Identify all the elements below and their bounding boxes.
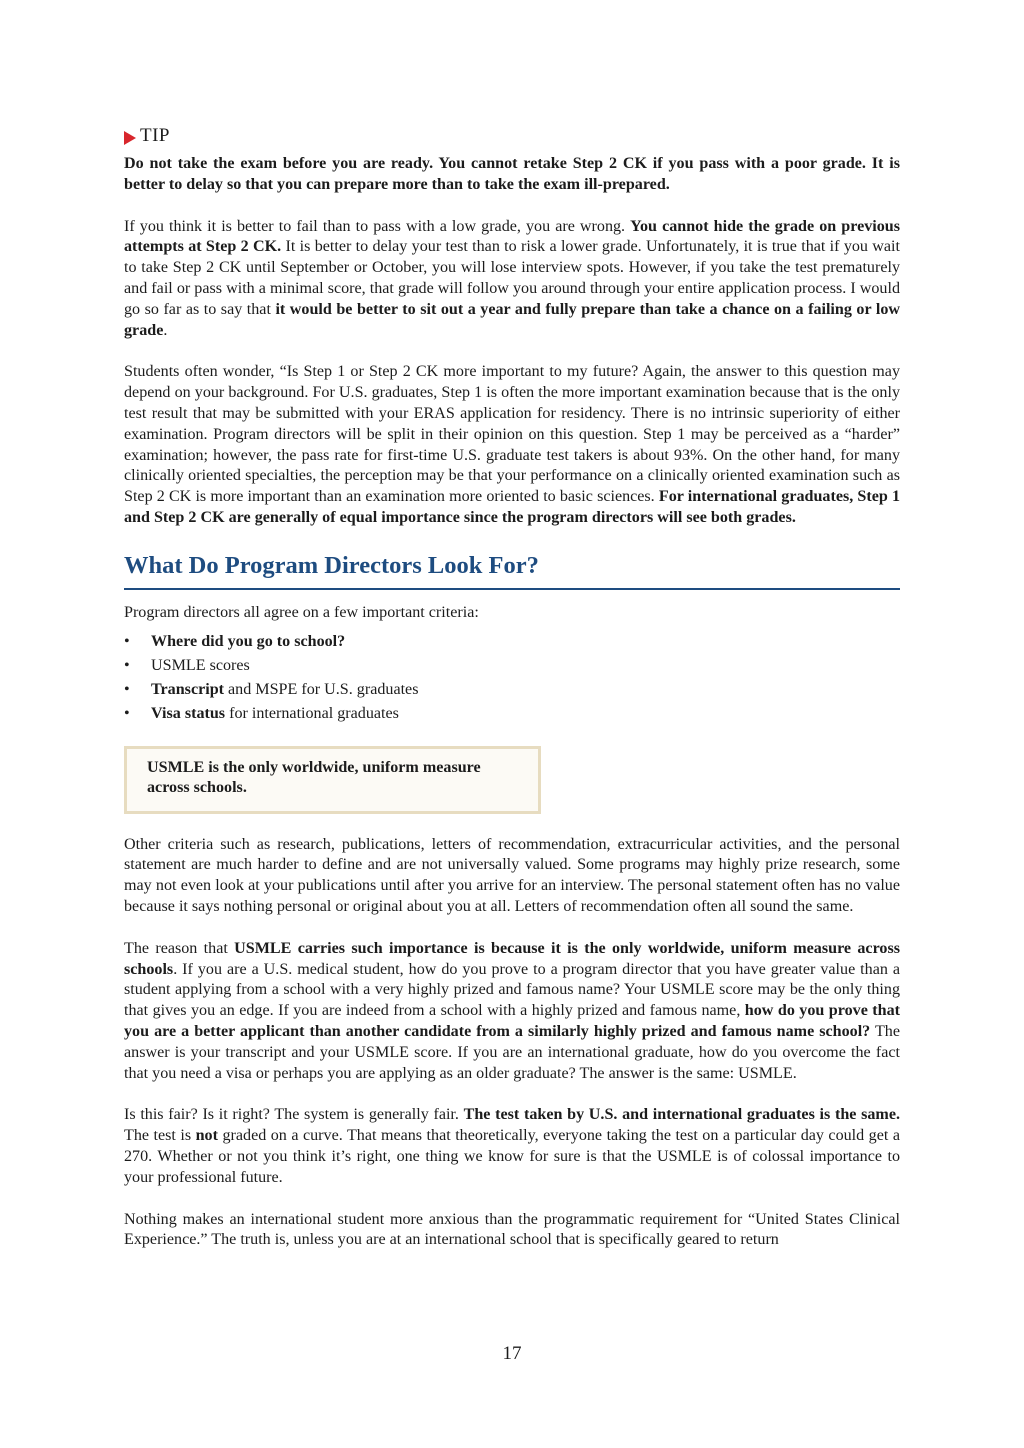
- p5-text-e: graded on a curve. That means that theoretically, everyone taking the test on a particular day could get a 270. Whether or not you think it’s right, one thing we know for sure is that the USMLE is of colossal importance to your professional future.: [124, 1127, 900, 1186]
- tip-text-bold: Do not take the exam before you are ready. You cannot retake Step 2 CK if you pass with a poor grade. It is better to delay so that you can prepare more than to take the exam ill-prepared.: [124, 155, 900, 193]
- bullet-icon: •: [124, 656, 130, 674]
- page-number: 17: [502, 1343, 522, 1364]
- paragraph-3: Other criteria such as research, publications, letters of recommendation, extracurricular activities, and the personal statement are much harder to define and are not universally valued. Some programs may highly prize research, some may not even look at your publications until after you arrive for an interview. The personal statement often has no value because it says nothing personal or original about you at all. Letters of recommendation often all sound the same.: [124, 835, 900, 915]
- bullet-text: USMLE scores: [151, 656, 250, 674]
- list-item: [124, 678, 900, 702]
- p1-bold-b: You cannot hide the grade on previous attempts at Step 2 CK.: [124, 217, 900, 256]
- callout-box: [124, 746, 541, 814]
- p5-text-a: Is this fair? Is it right? The system is generally fair.: [124, 1106, 464, 1124]
- triangle-arrow-icon: [124, 131, 136, 145]
- tip-header: [124, 122, 900, 150]
- bullet-text: for international graduates: [225, 704, 399, 722]
- p2-bold-b: For international graduates, Step 1 and Step 2 CK are generally of equal importance since the program directors will see both grades.: [124, 488, 900, 526]
- paragraph-6: Nothing makes an international student more anxious than the programmatic requirement for “United States Clinical Experience.” The truth is, unless you are at an international school that is specifically geared to return: [124, 1210, 900, 1249]
- p4-text-c: . If you are a U.S. medical student, how do you prove to a program director that you have greater value than a student applying from a school with a very highly prized and famous name? Your USMLE score may be the only thing that gives you an edge. If you are indeed from a school with a highly prized and famous name,: [124, 960, 900, 1020]
- paragraph-5: [124, 1105, 900, 1188]
- tip-text: [124, 154, 900, 196]
- list-item: [124, 702, 900, 726]
- bullet-bold: Visa status: [151, 704, 226, 722]
- bullet-icon: •: [124, 680, 130, 698]
- bullet-bold: Transcript: [151, 680, 225, 698]
- p5-text-c: The test is: [124, 1127, 196, 1145]
- bullet-icon: •: [124, 632, 130, 650]
- p4-text-e: The answer is your transcript and your USMLE score. If you are an international graduate, how do you overcome the fact that you need a visa or perhaps you are applying as an older graduate? The answer is the same: USMLE.: [124, 1022, 900, 1082]
- bullet-bold: Where did you go to school?: [151, 632, 346, 650]
- p1-text-a: If you think it is better to fail than to pass with a low grade, you are wrong.: [124, 217, 631, 235]
- p5-bold-d: not: [195, 1127, 218, 1145]
- section-heading: What Do Program Directors Look For?: [124, 549, 900, 590]
- page-content: [124, 122, 900, 1251]
- criteria-list: [124, 630, 900, 726]
- p1-bold-d: it would be better to sit out a year and fully prepare than take a chance on a failing or low grade: [124, 300, 900, 339]
- bullet-text: and MSPE for U.S. graduates: [224, 680, 419, 698]
- list-item: [124, 654, 900, 678]
- callout-text: USMLE is the only worldwide, uniform measure across schools.: [147, 758, 481, 797]
- p4-bold-b: USMLE carries such importance is because it is the only worldwide, uniform measure across schools: [124, 939, 901, 978]
- p1-text-c: It is better to delay your test than to risk a lower grade. Unfortunately, it is true that if you wait to take Step 2 CK until September or October, you will lose interview spots. However, if you take the test prematurely and fail or pass with a minimal score, that grade will follow you around through your entire application process. I would go so far as to say that: [124, 238, 900, 318]
- bullet-icon: •: [124, 704, 130, 722]
- paragraph-1: [124, 217, 900, 342]
- p2-text-a: Students often wonder, “Is Step 1 or Step 2 CK more important to my future? Again, the answer to this question may depend on your background. For U.S. graduates, Step 1 is often the more important examination because that is the only test result that may be submitted with your ERAS application for residency. There is no intrinsic superiority of either examination. Program directors will be split in their opinion on this question. Step 1 may be perceived as a “harder” examination; however, the pass rate for first-time U.S. graduate test takers is about 93%. On the other hand, for many clinically oriented specialties, the perception may be that your performance on a clinically oriented examination such as Step 2 CK is more important than an examination more oriented to basic sciences.: [124, 363, 900, 506]
- p5-bold-b: The test taken by U.S. and international graduates is the same.: [463, 1106, 900, 1124]
- p1-text-e: .: [163, 321, 168, 339]
- p4-bold-d: how do you prove that you are a better applicant than another candidate from a similarly highly prized and famous name school?: [124, 1002, 901, 1040]
- tip-label: TIP: [140, 125, 170, 146]
- paragraph-2: [124, 362, 900, 528]
- paragraph-4: [124, 939, 900, 1085]
- p4-text-a: The reason that: [124, 939, 235, 957]
- list-item: [124, 630, 900, 654]
- section-intro: Program directors all agree on a few important criteria:: [124, 603, 479, 621]
